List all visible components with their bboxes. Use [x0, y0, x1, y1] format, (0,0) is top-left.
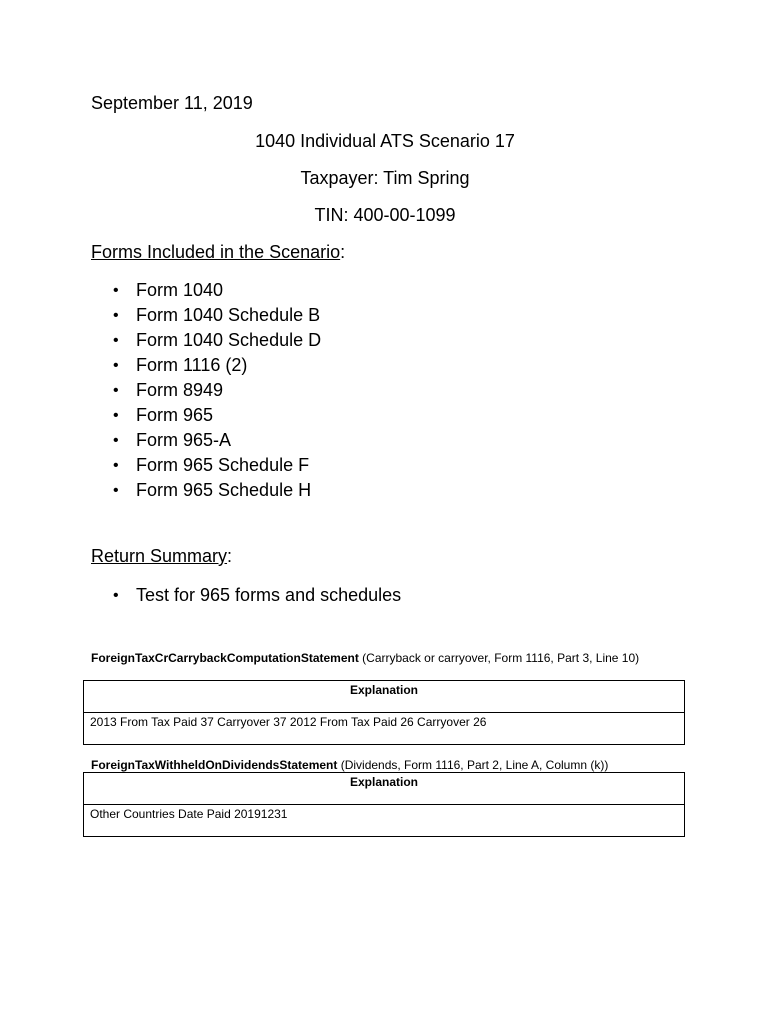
table-cell: 2013 From Tax Paid 37 Carryover 37 2012 From Tax Paid 26 Carryover 26: [84, 713, 685, 745]
column-header-explanation: Explanation: [84, 681, 685, 713]
column-header-explanation: Explanation: [84, 773, 685, 805]
table-row: [84, 713, 685, 745]
list-item: • Form 1040 Schedule D: [91, 328, 321, 353]
forms-heading: [91, 242, 345, 263]
list-item: • Test for 965 forms and schedules: [91, 583, 401, 608]
scenario-title: 1040 Individual ATS Scenario 17: [255, 131, 515, 151]
forms-heading-colon: :: [340, 242, 346, 262]
table-row: [84, 805, 685, 837]
forms-list: [91, 278, 321, 503]
summary-heading: [91, 546, 232, 567]
taxpayer-name: Taxpayer: Tim Spring: [300, 168, 470, 188]
statement-name: ForeignTaxWithheldOnDividendsStatement: [91, 758, 338, 772]
summary-list: [91, 583, 401, 608]
summary-heading-text: Return Summary: [91, 546, 228, 566]
list-item: • Form 965 Schedule F: [91, 453, 321, 478]
forms-heading-text: Forms Included in the Scenario: [91, 242, 341, 262]
table-header-row: [84, 681, 685, 713]
statement-name: ForeignTaxCrCarrybackComputationStatement: [91, 651, 359, 665]
document-date: September 11, 2019: [91, 93, 253, 113]
statement-title-carryback: [91, 651, 639, 665]
list-item: • Form 1116 (2): [91, 353, 321, 378]
summary-heading-colon: :: [227, 546, 233, 566]
list-item: • Form 965 Schedule H: [91, 478, 321, 503]
list-item: • Form 1040 Schedule B: [91, 303, 321, 328]
table-header-row: [84, 773, 685, 805]
statement-table-dividends: [83, 772, 685, 837]
taxpayer-tin: TIN: 400-00-1099: [314, 205, 456, 225]
list-item: • Form 8949: [91, 378, 321, 403]
list-item: • Form 1040: [91, 278, 321, 303]
statement-description: (Dividends, Form 1116, Part 2, Line A, Column (k)): [337, 758, 609, 772]
list-item: • Form 965: [91, 403, 321, 428]
statement-description: (Carryback or carryover, Form 1116, Part 3, Line 10): [358, 651, 640, 665]
list-item: • Form 965-A: [91, 428, 321, 453]
statement-title-dividends: [91, 758, 608, 772]
table-cell: Other Countries Date Paid 20191231: [84, 805, 685, 837]
statement-table-carryback: [83, 680, 685, 745]
